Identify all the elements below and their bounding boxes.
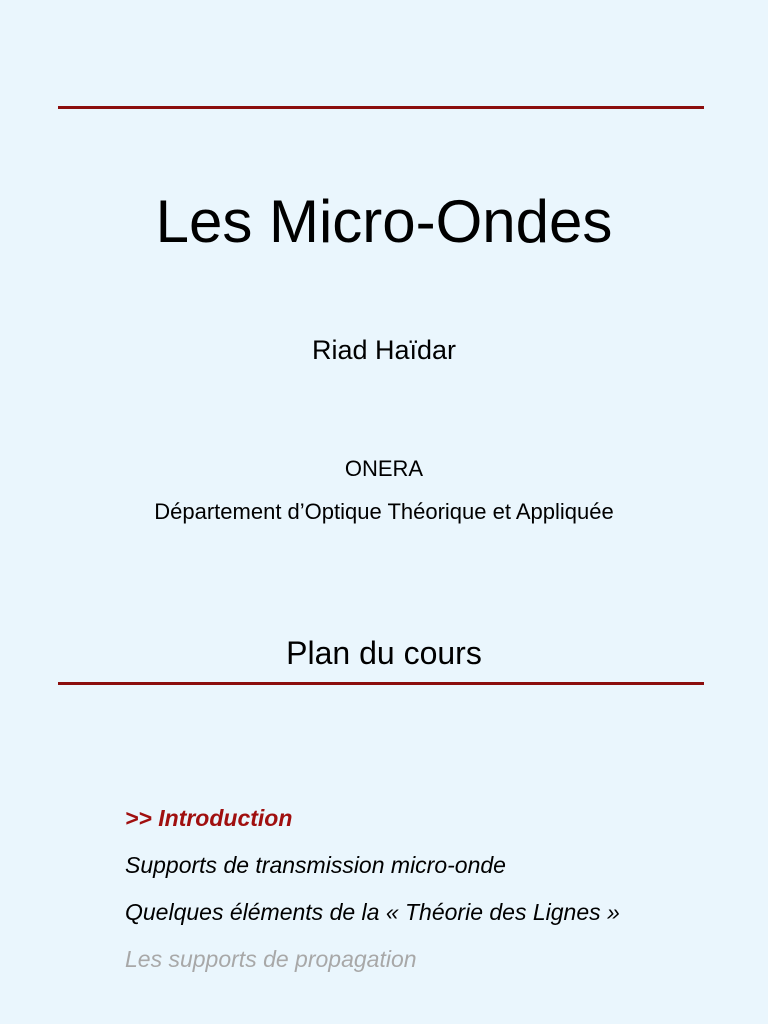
section-title: Plan du cours [286, 635, 482, 671]
organization-name: ONERA [344, 456, 424, 481]
outline-item-theorie-lignes: Quelques éléments de la « Théorie des Lignes » [125, 899, 620, 925]
top-divider [58, 106, 704, 109]
outline-item-supports-transmission: Supports de transmission micro-onde [125, 852, 506, 878]
outline-item-supports-propagation: Les supports de propagation [125, 946, 417, 972]
outline-item-introduction: >> Introduction [125, 805, 293, 831]
slide-title: Les Micro-Ondes [155, 188, 613, 255]
course-outline [125, 800, 620, 988]
department-name: Département d’Optique Théorique et Appliquée [154, 499, 614, 524]
bottom-divider [58, 682, 704, 685]
author-name: Riad Haïdar [311, 335, 457, 365]
